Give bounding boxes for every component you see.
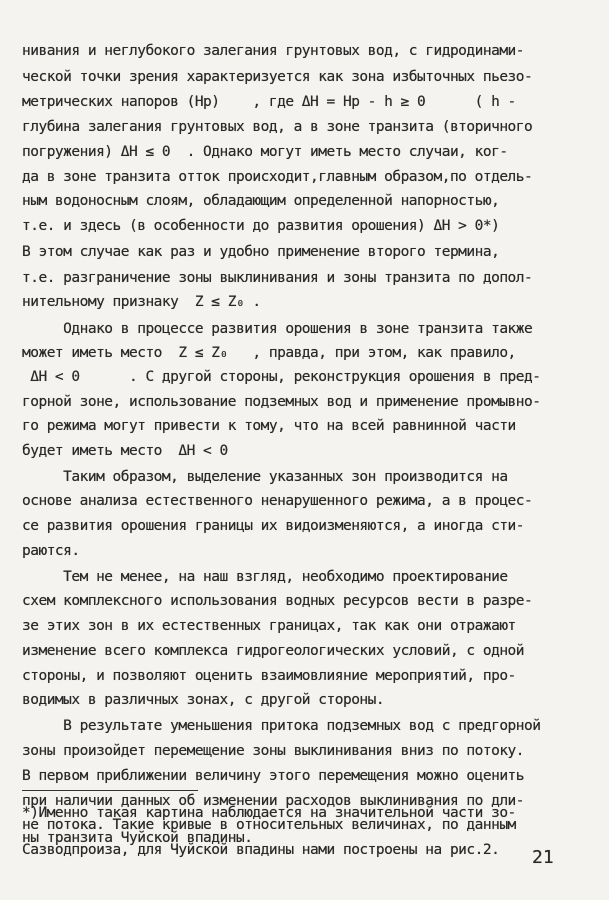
body-line: В первом приближении величину этого перемещения можно оценить	[22, 768, 525, 784]
body-line: нительному признаку Z ≤ Z₀ .	[22, 294, 261, 310]
body-line: нивания и неглубокого залегания грунтовых вод, с гидродинами-	[22, 43, 525, 59]
body-line: раются.	[22, 543, 80, 559]
body-line: ным водоносным слоям, обладающим определенной напорностью,	[22, 193, 500, 209]
body-line: ческой точки зрения характеризуется как зона избыточных пьезо-	[22, 69, 533, 85]
body-line: се развития орошения границы их видоизменяются, а иногда сти-	[22, 518, 525, 534]
footnote-line: *)Именно такая картина наблюдается на значительной части зо-	[22, 805, 516, 821]
body-line: го режима могут привести к тому, что на всей равнинной части	[22, 418, 516, 434]
body-line: Однако в процессе развития орошения в зоне транзита также	[22, 321, 533, 337]
body-line: Таким образом, выделение указанных зон производится на	[22, 469, 508, 485]
body-line: В этом случае как раз и удобно применение второго термина,	[22, 244, 500, 260]
body-line: горной зоне, использование подземных вод и применение промывно-	[22, 394, 541, 410]
body-line: В результате уменьшения притока подземных вод с предгорной	[22, 718, 541, 734]
body-line: будет иметь место ΔH < 0	[22, 443, 228, 459]
body-line: погружения) ΔH ≤ 0 . Однако могут иметь место случаи, ког-	[22, 144, 508, 160]
body-line: зе этих зон в их естественных границах, так как они отражают	[22, 618, 516, 634]
body-line: метрических напоров (Hр) , где ΔH = Hр - h ≥ 0 ( h -	[22, 94, 516, 110]
body-line: глубина залегания грунтовых вод, а в зоне транзита (вторичного	[22, 119, 533, 135]
body-line: водимых в различных зонах, с другой стороны.	[22, 692, 385, 708]
body-line: Тем не менее, на наш взгляд, необходимо проектирование	[22, 569, 508, 585]
page-number: 21	[532, 847, 554, 868]
body-line: зоны произойдет перемещение зоны выклинивания вниз по потоку.	[22, 743, 525, 759]
body-line: при наличии данных об изменении расходов выклинивания по дли-	[22, 793, 525, 809]
body-line: т.е. разграничение зоны выклинивания и зоны транзита по допол-	[22, 270, 533, 286]
footnote-line: ны транзита Чуйской впадины.	[22, 830, 253, 846]
body-line: Сазводпроиза, для Чуйской впадины нами построены на рис.2.	[22, 842, 500, 858]
body-line: да в зоне транзита отток происходит,главным образом,по отдель-	[22, 169, 533, 185]
body-line: изменение всего комплекса гидрогеологических условий, с одной	[22, 643, 525, 659]
footnote-separator	[22, 790, 198, 791]
body-line: основе анализа естественного ненарушенного режима, а в процес-	[22, 493, 533, 509]
body-line: может иметь место Z ≤ Z₀ , правда, при этом, как правило,	[22, 345, 516, 361]
body-line: т.е. и здесь (в особенности до развития орошения) ΔH > 0*)	[22, 218, 500, 234]
body-line: стороны, и позволяют оценить взаимовлияние мероприятий, про-	[22, 668, 516, 684]
body-line: схем комплексного использования водных ресурсов вести в разре-	[22, 593, 533, 609]
body-line: ΔH < 0 . С другой стороны, реконструкция орошения в пред-	[22, 369, 541, 385]
body-line: не потока. Такие кривые в относительных величинах, по данным	[22, 817, 516, 833]
